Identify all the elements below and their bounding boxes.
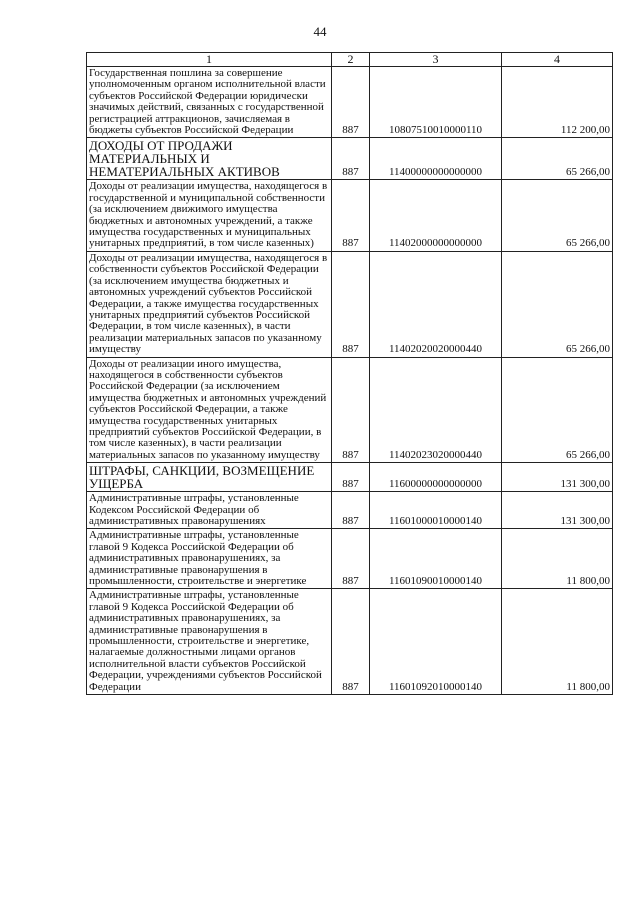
row-description: Административные штрафы, установленные главой 9 Кодекса Российской Федерации об административных правонарушениях, за административные правонарушения в промышленности, строительстве и энергетике: [87, 529, 332, 589]
table-row: [87, 67, 613, 138]
table-row: [87, 180, 613, 251]
row-description: Административные штрафы, установленные главой 9 Кодекса Российской Федерации об административных правонарушениях, за административные правонарушения в промышленности, строительстве и энергетике, налагаемые должностными лицами органов исполнительной власти субъектов Российской Федерации, учреждениями субъектов Российской Федерации: [87, 589, 332, 695]
table-row: [87, 251, 613, 357]
table-row: [87, 492, 613, 529]
row-admin-code: 887: [332, 138, 370, 180]
row-description: Государственная пошлина за совершение уполномоченным органом исполнительной власти субъектов Российской Федерации юридически значимых действий, связанных с государственной регистрацией аттракционов, зачисляемая в бюджеты субъектов Российской Федерации: [87, 67, 332, 138]
row-amount: 65 266,00: [502, 251, 613, 357]
header-row: [87, 53, 613, 67]
row-admin-code: 887: [332, 589, 370, 695]
table-header: [87, 53, 613, 67]
row-admin-code: 887: [332, 463, 370, 492]
header-col-3: 3: [370, 53, 502, 67]
row-amount: 131 300,00: [502, 492, 613, 529]
row-description: ДОХОДЫ ОТ ПРОДАЖИ МАТЕРИАЛЬНЫХ И НЕМАТЕРИАЛЬНЫХ АКТИВОВ: [87, 138, 332, 180]
header-col-4: 4: [502, 53, 613, 67]
row-budget-code: 11400000000000000: [370, 138, 502, 180]
row-amount: 11 800,00: [502, 529, 613, 589]
row-amount: 65 266,00: [502, 357, 613, 463]
row-admin-code: 887: [332, 251, 370, 357]
table-body: [87, 67, 613, 695]
row-admin-code: 887: [332, 492, 370, 529]
header-col-1: 1: [87, 53, 332, 67]
row-description: Доходы от реализации имущества, находящегося в собственности субъектов Российской Федерации (за исключением имущества бюджетных и автономных учреждений субъектов Российской Федерации, а также имущества государственных унитарных предприятий субъектов Российской Федерации, в том числе казенных), в части реализации материальных запасов по указанному имуществу: [87, 251, 332, 357]
row-budget-code: 11402000000000000: [370, 180, 502, 251]
table-row: [87, 357, 613, 463]
row-amount: 11 800,00: [502, 589, 613, 695]
row-admin-code: 887: [332, 180, 370, 251]
row-budget-code: 11402023020000440: [370, 357, 502, 463]
table-row: [87, 589, 613, 695]
row-budget-code: 10807510010000110: [370, 67, 502, 138]
row-admin-code: 887: [332, 529, 370, 589]
table-row: [87, 529, 613, 589]
row-budget-code: 11402020020000440: [370, 251, 502, 357]
row-amount: 131 300,00: [502, 463, 613, 492]
row-amount: 65 266,00: [502, 180, 613, 251]
row-budget-code: 11601000010000140: [370, 492, 502, 529]
row-budget-code: 11600000000000000: [370, 463, 502, 492]
row-budget-code: 11601090010000140: [370, 529, 502, 589]
revenue-table: [86, 52, 613, 695]
row-amount: 112 200,00: [502, 67, 613, 138]
page-number: 44: [313, 24, 327, 39]
table-row: [87, 463, 613, 492]
row-description: ШТРАФЫ, САНКЦИИ, ВОЗМЕЩЕНИЕ УЩЕРБА: [87, 463, 332, 492]
header-col-2: 2: [332, 53, 370, 67]
row-description: Административные штрафы, установленные Кодексом Российской Федерации об административных правонарушениях: [87, 492, 332, 529]
table-row: [87, 138, 613, 180]
row-description: Доходы от реализации имущества, находящегося в государственной и муниципальной собственности (за исключением движимого имущества бюджетных и автономных учреждений, а также имущества государственных и муниципальных унитарных предприятий, в том числе казенных): [87, 180, 332, 251]
row-admin-code: 887: [332, 67, 370, 138]
row-budget-code: 11601092010000140: [370, 589, 502, 695]
row-amount: 65 266,00: [502, 138, 613, 180]
row-admin-code: 887: [332, 357, 370, 463]
row-description: Доходы от реализации иного имущества, находящегося в собственности субъектов Российской Федерации (за исключением имущества бюджетных и автономных учреждений субъектов Российской Федерации, а также имущества государственных унитарных предприятий субъектов Российской Федерации, в том числе казенных), в части реализации материальных запасов по указанному имуществу: [87, 357, 332, 463]
